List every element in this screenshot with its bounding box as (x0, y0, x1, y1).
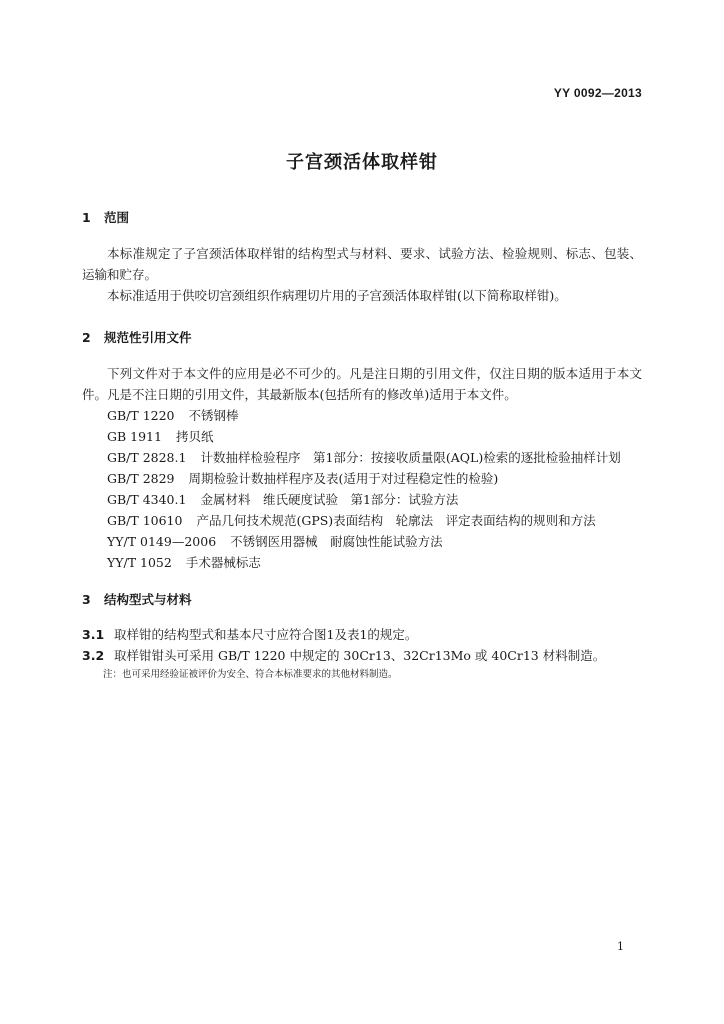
section-number: 1 (82, 210, 91, 225)
reference-title: 不锈钢棒 (188, 408, 239, 423)
reference-item (107, 510, 596, 531)
section-title: 范围 (104, 210, 130, 225)
reference-item (107, 531, 443, 552)
section-number: 2 (82, 330, 91, 345)
reference-item (107, 447, 621, 468)
material-note: 注：也可采用经验证被评价为安全、符合本标准要求的其他材料制造。 (103, 669, 398, 680)
clause-3-1 (82, 624, 417, 645)
page-number: 1 (617, 940, 624, 953)
section-1-paragraph-1: 本标准规定了子宫颈活体取样钳的结构型式与材料、要求、试验方法、检验规则、标志、包装、运输和贮存。 (82, 246, 642, 282)
reference-code: GB/T 2829 (107, 471, 175, 486)
reference-code: GB/T 2828.1 (107, 450, 187, 465)
document-title: 子宫颈活体取样钳 (286, 152, 438, 173)
section-1-heading (82, 208, 129, 226)
clause-text: 取样钳钳头可采用 GB/T 1220 中规定的 30Cr13、32Cr13Mo 或 40Cr13 材料制造。 (114, 648, 606, 663)
section-2-intro: 下列文件对于本文件的应用是必不可少的。凡是注日期的引用文件，仅注日期的版本适用于本文件。凡是不注日期的引用文件，其最新版本(包括所有的修改单)适用于本文件。 (82, 366, 642, 402)
reference-title: 金属材料 维氏硬度试验 第1部分：试验方法 (200, 492, 459, 507)
section-1-paragraph-2: 本标准适用于供咬切宫颈组织作病理切片用的子宫颈活体取样钳(以下简称取样钳)。 (107, 288, 567, 303)
clause-number: 3.2 (82, 648, 105, 663)
reference-code: GB/T 4340.1 (107, 492, 187, 507)
standard-number: YY 0092—2013 (553, 86, 642, 100)
reference-title: 不锈钢医用器械 耐腐蚀性能试验方法 (230, 534, 443, 549)
reference-title: 手术器械标志 (185, 555, 261, 570)
reference-code: YY/T 1052 (107, 555, 172, 570)
section-title: 规范性引用文件 (104, 330, 192, 345)
clause-3-2 (82, 645, 605, 666)
section-title: 结构型式与材料 (104, 592, 192, 607)
clause-number: 3.1 (82, 627, 105, 642)
section-3-heading (82, 590, 192, 608)
clause-text: 取样钳的结构型式和基本尺寸应符合图1及表1的规定。 (114, 627, 418, 642)
reference-item (107, 552, 261, 573)
reference-code: YY/T 0149—2006 (107, 534, 217, 549)
reference-item (107, 489, 458, 510)
reference-title: 计数抽样检验程序 第1部分：按接收质量限(AQL)检索的逐批检验抽样计划 (200, 450, 621, 465)
reference-code: GB/T 10610 (107, 513, 183, 528)
reference-title: 产品几何技术规范(GPS)表面结构 轮廓法 评定表面结构的规则和方法 (196, 513, 596, 528)
reference-title: 周期检验计数抽样程序及表(适用于对过程稳定性的检验) (188, 471, 499, 486)
reference-title: 拷贝纸 (175, 429, 214, 444)
section-number: 3 (82, 592, 91, 607)
reference-code: GB 1911 (107, 429, 162, 444)
reference-code: GB/T 1220 (107, 408, 175, 423)
reference-item (107, 468, 498, 489)
reference-item (107, 405, 239, 426)
section-2-heading (82, 328, 192, 346)
reference-item (107, 426, 213, 447)
